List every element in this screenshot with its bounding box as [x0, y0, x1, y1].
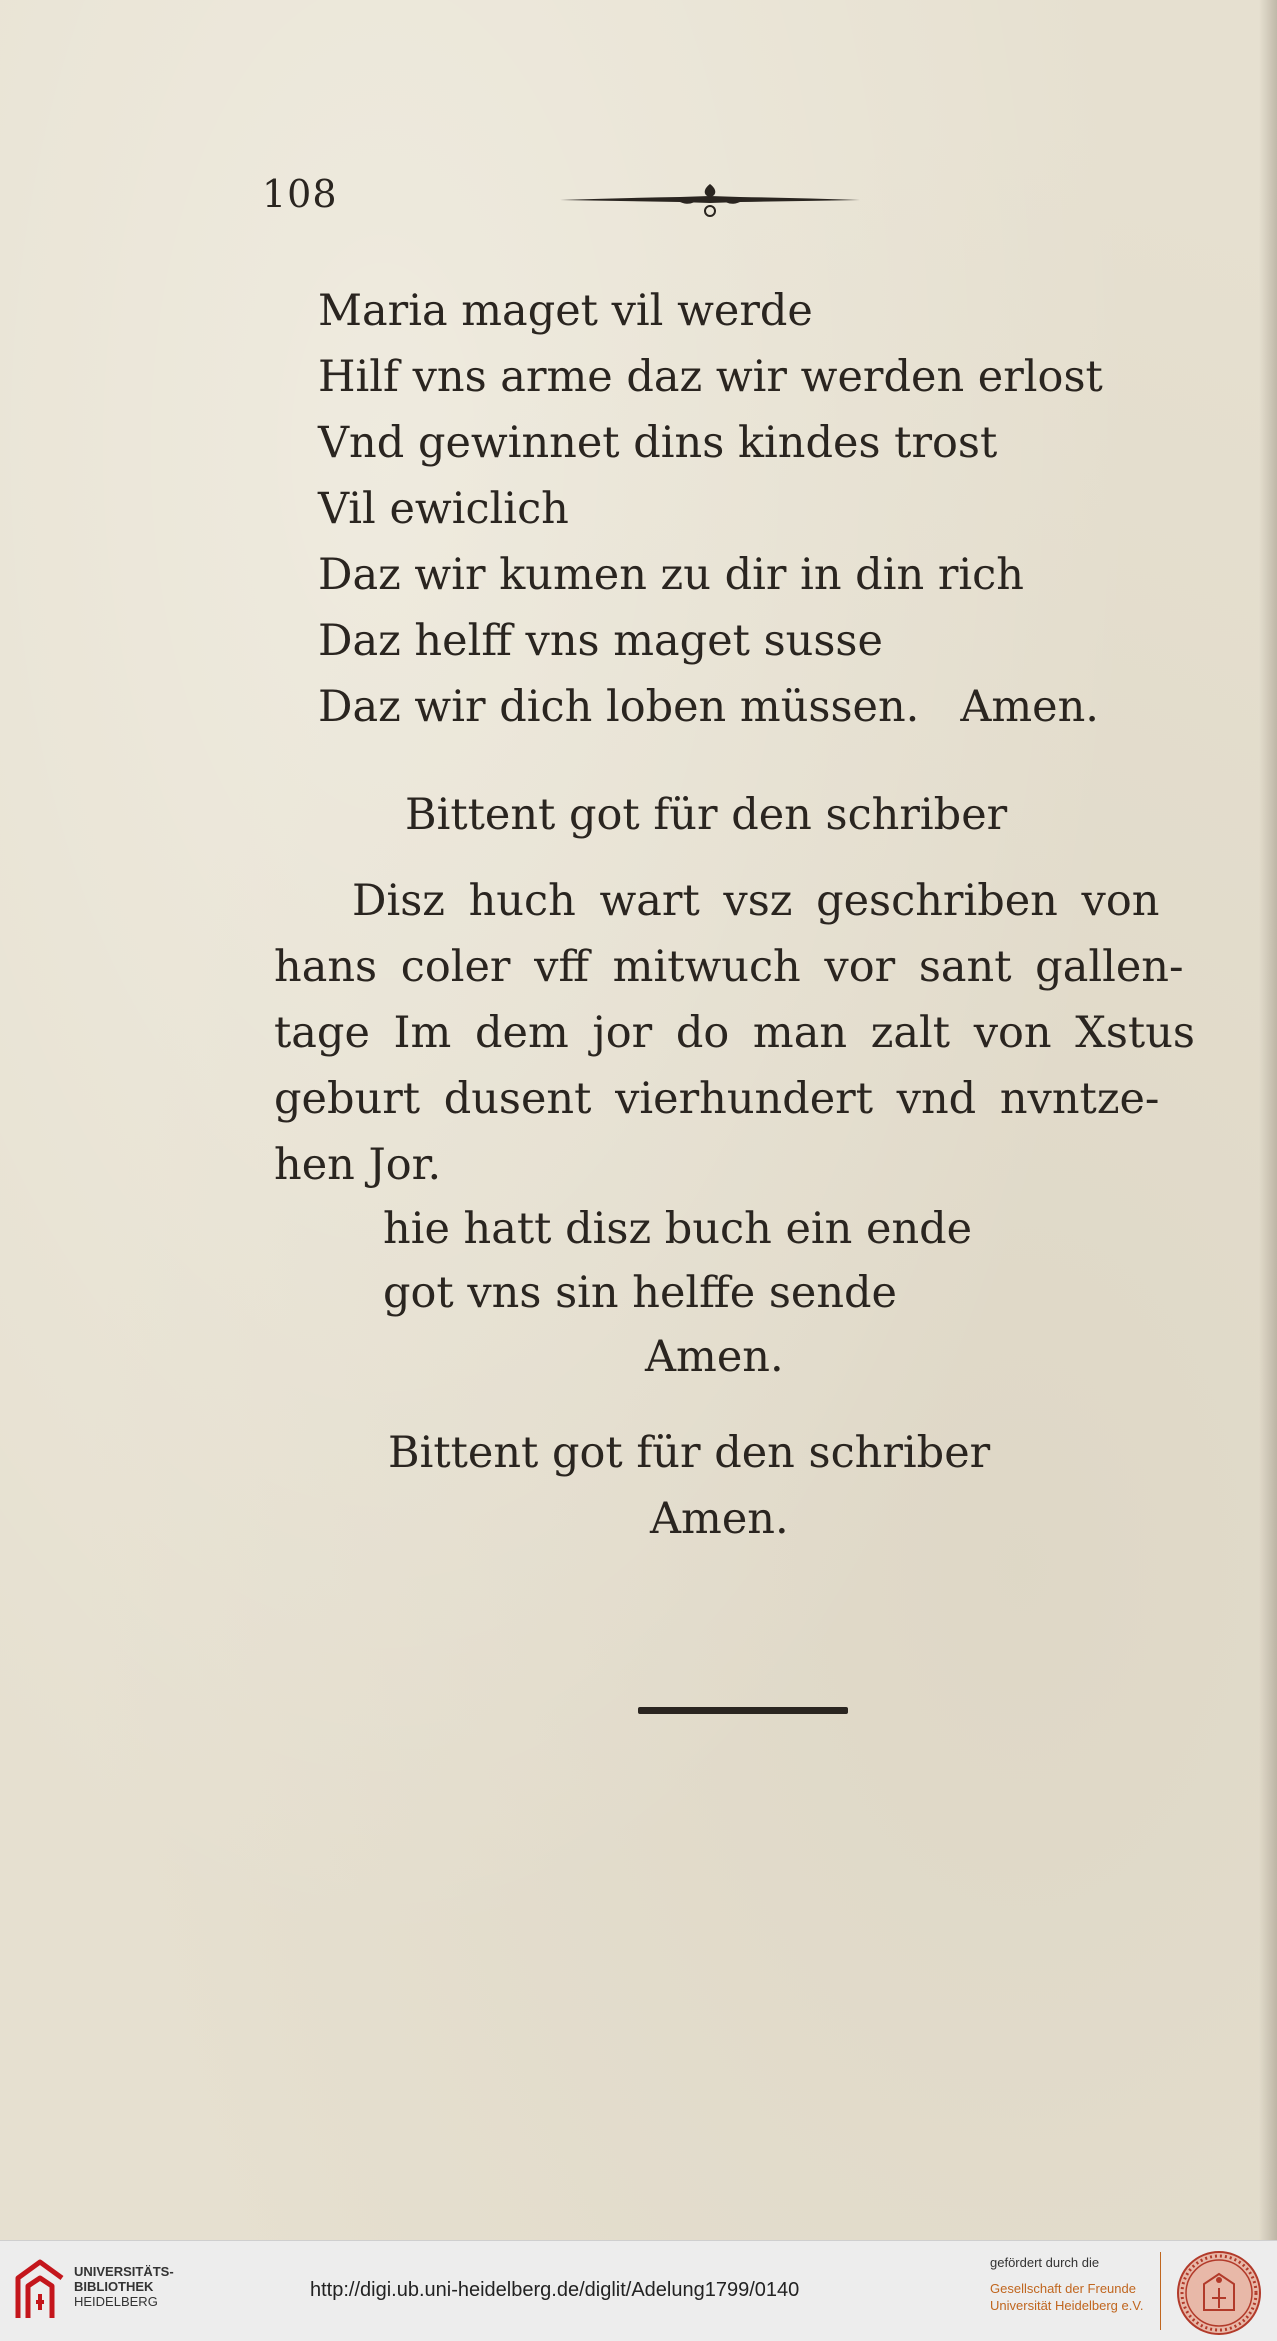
prose-line-4: geburt dusent vierhundert vnd nvntze-: [274, 1074, 1160, 1124]
library-name-line-2: BIBLIOTHEK: [74, 2279, 154, 2294]
verse1-line-1: Maria maget vil werde: [318, 286, 813, 336]
prose-line-1: Disz huch wart vsz geschriben von: [352, 876, 1160, 926]
library-name[interactable]: [74, 2264, 174, 2309]
verse1-line-7: Daz wir dich loben müssen. Amen.: [318, 682, 1099, 732]
verse1-line-2: Hilf vns arme daz wir werden erlost: [318, 352, 1103, 402]
page-number: 108: [262, 172, 338, 216]
sponsor-name-line-2[interactable]: Universität Heidelberg e.V.: [990, 2298, 1144, 2313]
heading-bittent-2: Bittent got für den schriber: [388, 1428, 991, 1478]
ub-heidelberg-logo-icon[interactable]: [14, 2258, 66, 2322]
ornament-divider-icon: [560, 180, 860, 220]
university-seal-icon[interactable]: [1176, 2250, 1262, 2336]
sponsor-block: [990, 2254, 1143, 2314]
sponsor-lead: gefördert durch die: [990, 2255, 1100, 2270]
prose-line-2: hans coler vff mitwuch vor sant gallen-: [274, 942, 1184, 992]
amen-2: Amen.: [650, 1494, 789, 1544]
heading-bittent-1: Bittent got für den schriber: [405, 790, 1008, 840]
verse2-line-1: hie hatt disz buch ein ende: [383, 1204, 973, 1254]
library-name-line-3: HEIDELBERG: [74, 2294, 158, 2309]
closing-rule: [638, 1707, 848, 1714]
prose-line-3: tage Im dem jor do man zalt von Xstus: [274, 1008, 1195, 1058]
amen-1: Amen.: [645, 1332, 784, 1382]
verse1-line-4: Vil ewiclich: [318, 484, 569, 534]
sponsor-name-line-1[interactable]: Gesellschaft der Freunde: [990, 2281, 1136, 2296]
verse1-line-6: Daz helff vns maget susse: [318, 616, 883, 666]
footer-divider: [1160, 2252, 1161, 2330]
verse1-line-3: Vnd gewinnet dins kindes trost: [318, 418, 998, 468]
verse2-line-2: got vns sin helffe sende: [383, 1268, 898, 1318]
library-name-line-1: UNIVERSITÄTS-: [74, 2264, 174, 2279]
permalink-url[interactable]: http://digi.ub.uni-heidelberg.de/diglit/Adelung1799/0140: [310, 2279, 800, 2301]
prose-line-5: hen Jor.: [274, 1140, 442, 1190]
verse1-line-5: Daz wir kumen zu dir in din rich: [318, 550, 1024, 600]
page-edge-shadow: [1259, 0, 1277, 2240]
